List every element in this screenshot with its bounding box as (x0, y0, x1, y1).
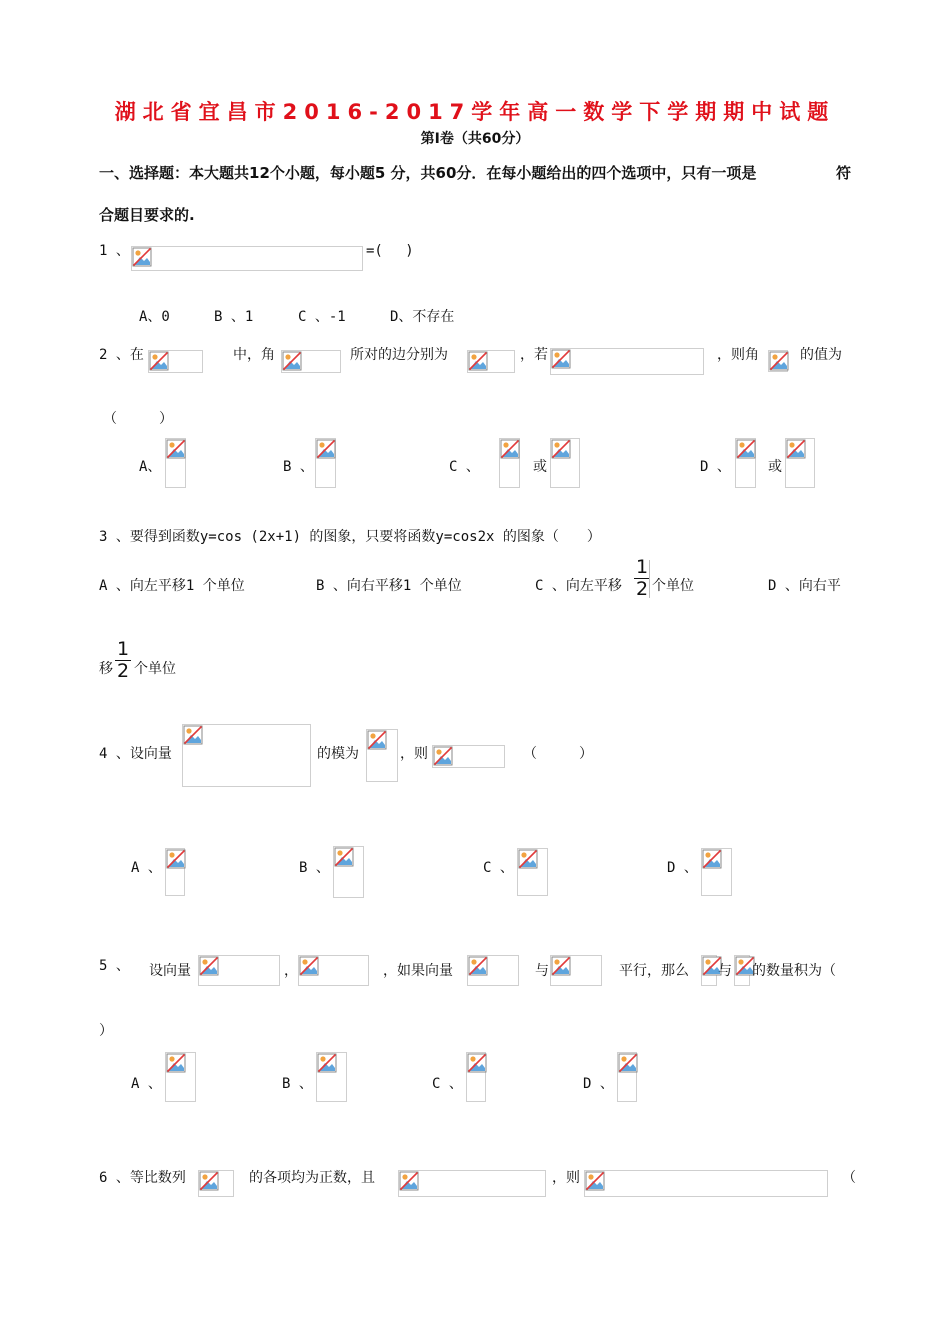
q2-option-c-or: 或 (533, 459, 547, 475)
q5-close-paren: ） (99, 1023, 113, 1039)
broken-image-icon (183, 725, 203, 745)
q2-option-a-label: A、 (139, 459, 162, 475)
q5-option-c-image (466, 1052, 486, 1102)
broken-image-icon (149, 351, 169, 371)
q2-answer-paren: （ ） (103, 411, 173, 427)
q2-option-d-image-1 (735, 438, 756, 488)
q1-option-c: C 、-1 (298, 309, 346, 325)
q4-option-b-label: B 、 (299, 860, 330, 876)
broken-image-icon (500, 439, 520, 459)
q1-option-b: B 、1 (214, 309, 254, 325)
q4-text-2: ，则 (400, 746, 428, 762)
q5-option-c-label: C 、 (432, 1076, 463, 1092)
q5-text-6: 的数量积为（ (752, 963, 836, 979)
q2-text-4: ，则角 (717, 347, 759, 363)
q2-text-3: ，若 (520, 347, 548, 363)
broken-image-icon (317, 1053, 337, 1073)
q4-number: 4 、设向量 (99, 746, 172, 762)
q5-text-0: 设向量 (149, 963, 191, 979)
q4-option-b-image (333, 846, 364, 898)
q2-condition-image (550, 348, 704, 375)
broken-image-icon (166, 849, 186, 869)
broken-image-icon (282, 351, 302, 371)
q4-text-1: 的模为 (317, 746, 359, 762)
q1-answer-paren: =( ) (366, 243, 414, 259)
q5-option-b-label: B 、 (282, 1076, 313, 1092)
q2-sides-image (467, 350, 515, 373)
fraction-numerator: 1 (635, 556, 649, 578)
q3-option-c-unit: 个单位 (652, 578, 694, 594)
broken-image-icon (199, 956, 219, 976)
q3-option-d: D 、向右平 (768, 578, 841, 594)
section-instructions-line2: 合题目要求的. (99, 206, 195, 224)
q4-answer-paren: （ ） (523, 746, 593, 762)
q3-option-a: A 、向左平移1 个单位 (99, 578, 245, 594)
q5-option-d-image (617, 1052, 637, 1102)
broken-image-icon (299, 956, 319, 976)
q1-number: 1 、 (99, 243, 130, 259)
broken-image-icon (769, 351, 789, 371)
q3-option-d-fraction (115, 640, 131, 681)
broken-image-icon (467, 1053, 487, 1073)
broken-image-icon (166, 439, 186, 459)
q5-vector-b-small-image (734, 955, 750, 986)
q1-option-d: D、不存在 (390, 309, 455, 325)
q4-option-d-image (701, 848, 732, 896)
broken-image-icon (551, 439, 571, 459)
q6-expression-image (584, 1170, 828, 1197)
broken-image-icon (585, 1171, 605, 1191)
broken-image-icon (367, 730, 387, 750)
q5-option-a-label: A 、 (131, 1076, 162, 1092)
q2-option-c-label: C 、 (449, 459, 480, 475)
broken-image-icon (334, 847, 354, 867)
q1-option-a: A、0 (139, 309, 170, 325)
q3-option-c: C 、向左平移 (535, 578, 622, 594)
document-title: 湖北省宜昌市2016-2017学年高一数学下学期期中试题 (114, 100, 836, 124)
q5-option-d-label: D 、 (583, 1076, 614, 1092)
q3-option-b: B 、向右平移1 个单位 (316, 578, 462, 594)
broken-image-icon (468, 956, 488, 976)
q2-option-d-label: D 、 (700, 459, 731, 475)
fraction-denominator: 2 (635, 578, 649, 600)
q2-option-c-image-2 (550, 438, 580, 488)
q2-option-b-image (315, 438, 336, 488)
q2-number: 2 、在 (99, 347, 144, 363)
broken-image-icon (618, 1053, 638, 1073)
q3-option-d-unit: 个单位 (134, 661, 176, 677)
q2-option-b-label: B 、 (283, 459, 314, 475)
q2-option-c-image-1 (499, 438, 520, 488)
q6-text-2: ，则 (552, 1170, 580, 1186)
broken-image-icon (316, 439, 336, 459)
q2-option-d-image-2 (785, 438, 815, 488)
broken-image-icon (399, 1171, 419, 1191)
q4-expression-image (432, 745, 505, 768)
q5-option-a-image (165, 1052, 196, 1102)
q2-option-a-image (165, 438, 186, 488)
broken-image-icon (551, 349, 571, 369)
q3-option-d-cont: 移 (99, 661, 113, 677)
q5-text-1: ， (284, 963, 298, 979)
broken-image-icon (702, 849, 722, 869)
q4-option-d-label: D 、 (667, 860, 698, 876)
fraction-denominator: 2 (116, 660, 130, 682)
broken-image-icon (551, 956, 571, 976)
q1-formula-image (131, 246, 363, 271)
q4-vector-image (182, 724, 311, 787)
q4-option-a-image (165, 848, 185, 896)
q5-text-3: 与 (535, 963, 549, 979)
section-instructions-line1: 一、选择题：本大题共12个小题，每小题5 分，共60分．在每小题给出的四个选项中，只有一项是 (99, 164, 757, 182)
broken-image-icon (518, 849, 538, 869)
q6-sequence-image (198, 1170, 234, 1197)
broken-image-icon (736, 439, 756, 459)
q2-angle-image (768, 350, 788, 372)
broken-image-icon (433, 746, 453, 766)
broken-image-icon (166, 1053, 186, 1073)
q5-text-4: 平行，那么 (619, 963, 689, 979)
q4-option-a-label: A 、 (131, 860, 162, 876)
q4-modulus-image (366, 729, 398, 782)
q6-open-paren: （ (842, 1170, 856, 1186)
part-heading: 第Ⅰ卷（共60分） (420, 131, 530, 147)
q3-stem: 3 、要得到函数y=cos (2x+1) 的图象，只要将函数y=cos2x 的图象（ ） (99, 529, 601, 545)
fraction-numerator: 1 (116, 638, 130, 660)
q5-vector-expr1-image (467, 955, 519, 986)
q2-option-d-or: 或 (768, 459, 782, 475)
q5-vector-a-image (198, 955, 280, 986)
q4-option-c-label: C 、 (483, 860, 514, 876)
broken-image-icon (199, 1171, 219, 1191)
q6-number: 6 、等比数列 (99, 1170, 186, 1186)
broken-image-icon (132, 247, 152, 267)
q5-vector-b-image (298, 955, 369, 986)
q5-number: 5 、 (99, 958, 130, 974)
image-frame-edge (649, 560, 650, 598)
q5-vector-a-small-image (701, 955, 717, 986)
q6-condition-image (398, 1170, 546, 1197)
q4-option-c-image (517, 848, 548, 896)
q2-text-2: 所对的边分别为 (350, 347, 448, 363)
q5-option-b-image (316, 1052, 347, 1102)
broken-image-icon (468, 351, 488, 371)
q2-triangle-image (148, 350, 203, 373)
section-instructions-line1-end: 符 (836, 164, 852, 182)
broken-image-icon (786, 439, 806, 459)
q5-vector-expr2-image (550, 955, 602, 986)
q3-option-c-fraction (634, 558, 650, 599)
q6-text-1: 的各项均为正数，且 (249, 1170, 375, 1186)
q2-text-1: 中，角 (233, 347, 275, 363)
q5-text-2: ，如果向量 (383, 963, 453, 979)
q2-angles-image (281, 350, 341, 373)
q5-text-5: 与 (718, 963, 732, 979)
q2-text-5: 的值为 (800, 347, 842, 363)
